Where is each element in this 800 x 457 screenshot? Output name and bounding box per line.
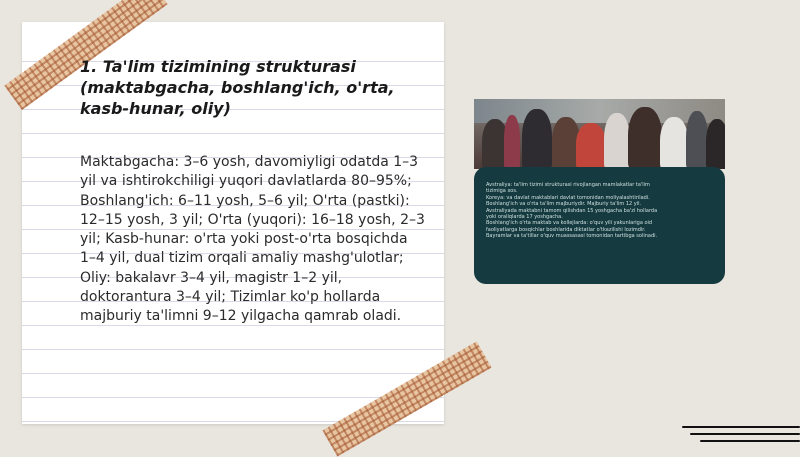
info-line: Boshlang'ich o'rta maktab va kollejlarda: o'quv yili yakunlariga oid [486,220,653,227]
decorative-line [682,426,800,428]
classroom-photo [474,99,725,169]
info-line: Koreya: va davlat maktablari davlat tomonidan moliyalashtiriladi. [486,194,650,201]
photo-person [660,117,688,169]
info-card [474,167,725,284]
info-line: yoki oraliqlarda 17 yoshgacha. [486,214,563,221]
photo-person [604,113,630,169]
decorative-line [700,440,800,442]
info-line: tizimiga xos. [486,188,518,195]
info-line: Bayramlar va ta'tillar o'quv muassasasi tomonidan tartibga solinadi. [486,233,658,240]
photo-person [576,123,606,169]
info-line: Boshlang'ich va o'rta ta'lim majburiydir. Majburiy ta'lim 12 yil. [486,201,642,208]
info-line: faoliyatlarga bosqichlar boshlarida diktatlar o'tkazilishi lozimdir. [486,226,646,233]
photo-person [522,109,552,169]
decorative-lines [676,424,800,444]
slide-title: 1. Ta'lim tizimining strukturasi (maktabgacha, boshlang'ich, o'rta, kasb-hunar, oliy) [80,57,395,118]
info-line: Avstraliyada maktabni tamom qilishdan 15 yoshgacha ba'zi hollarda [486,207,658,214]
photo-person [686,111,708,169]
info-line: Avstraliya: ta'lim tizimi strukturasi rivojlangan mamlakatlar ta'lim [486,182,650,188]
photo-person [706,119,725,169]
decorative-line [690,433,800,435]
photo-person [504,115,520,169]
photo-person [628,107,662,169]
slide-body-text: Maktabgacha: 3–6 yosh, davomiyligi odatda 1–3 yil va ishtirokchiligi yuqori davlatlarda 80–95%; Boshlang'ich: 6–11 yosh, 5–6 yil; O'rta (pastki): 12–15 yosh, 3 yil; O'rta (yuqori): 16–18 yosh, 2–3 yil; Kasb-hunar: o'rta yoki post-o'rta bosqichda 1–4 yil, dual tizim orqali amaliy mashg'ulotlar; Oliy: bakalavr 3–4 yil, magistr 1–2 yil, doktorantura 3–4 yil; Tizimlar ko'p hollarda majburiy ta'limni 9–12 yilgacha qamrab oladi. [80,154,425,325]
